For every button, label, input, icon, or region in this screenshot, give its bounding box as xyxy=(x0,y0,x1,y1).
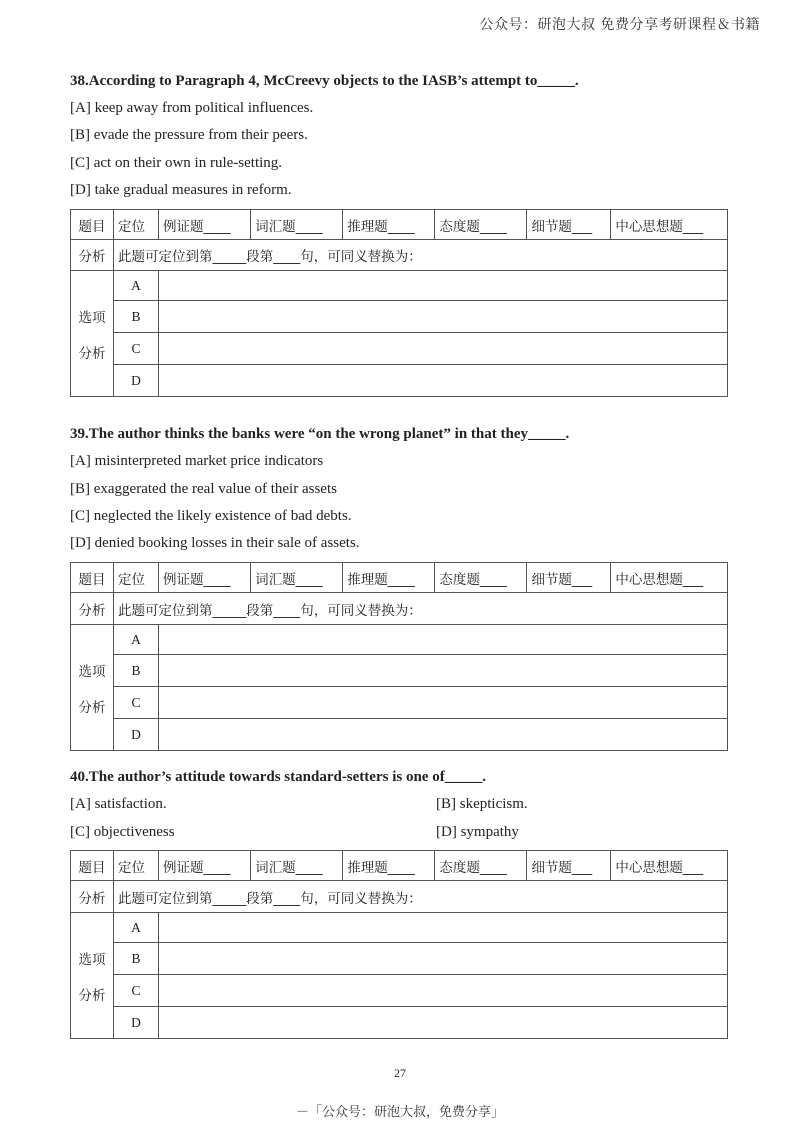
label-option-analysis: 选项 分析 xyxy=(71,913,114,1039)
option-letter-c: C xyxy=(114,975,159,1007)
option-letter-a: A xyxy=(114,625,159,655)
label-option-analysis: 选项 分析 xyxy=(71,625,114,751)
option-d-answer-field[interactable] xyxy=(159,719,728,751)
label-analysis: 分析 xyxy=(71,593,114,625)
category-locate: 定位 xyxy=(114,563,159,593)
category-vocab: 词汇题____ xyxy=(251,563,343,593)
question-39-option-a: [A] misinterpreted market price indicators xyxy=(70,453,324,469)
category-detail: 细节题___ xyxy=(527,851,611,881)
footer-note: －「公众号：研泡大叔，免费分享」 xyxy=(295,1105,504,1120)
label-option-analysis: 选项 分析 xyxy=(71,271,114,397)
page-number: 27 xyxy=(394,1066,406,1080)
category-vocab: 词汇题____ xyxy=(251,851,343,881)
option-a-answer-field[interactable] xyxy=(159,271,728,301)
option-letter-b: B xyxy=(114,943,159,975)
question-40-title: 40.The author’s attitude towards standard-setters is one of_____. xyxy=(70,769,486,785)
option-letter-c: C xyxy=(114,687,159,719)
analysis-table-38 xyxy=(70,209,728,397)
question-40-option-a: [A] satisfaction. xyxy=(70,796,167,812)
question-40-option-c: [C] objectiveness xyxy=(70,824,175,840)
option-letter-b: B xyxy=(114,655,159,687)
header-banner: 公众号：研泡大叔 免费分享考研课程＆书籍 xyxy=(479,17,760,33)
analysis-table-40 xyxy=(70,850,728,1039)
locate-prompt: 此题可定位到第_____段第____句，可同义替换为： xyxy=(114,240,728,271)
category-locate: 定位 xyxy=(114,851,159,881)
analysis-table-39 xyxy=(70,562,728,751)
option-c-answer-field[interactable] xyxy=(159,333,728,365)
label-topic: 题目 xyxy=(71,563,114,593)
category-example: 例证题____ xyxy=(159,563,251,593)
category-inference: 推理题____ xyxy=(343,563,435,593)
option-letter-c: C xyxy=(114,333,159,365)
option-letter-b: B xyxy=(114,301,159,333)
question-39-title: 39.The author thinks the banks were “on the wrong planet” in that they_____. xyxy=(70,426,570,442)
locate-prompt: 此题可定位到第_____段第____句，可同义替换为： xyxy=(114,881,728,913)
label-analysis: 分析 xyxy=(71,240,114,271)
category-attitude: 态度题____ xyxy=(435,210,527,240)
label-topic: 题目 xyxy=(71,210,114,240)
question-39-option-d: [D] denied booking losses in their sale of assets. xyxy=(70,535,360,551)
label-topic: 题目 xyxy=(71,851,114,881)
option-letter-d: D xyxy=(114,1007,159,1039)
question-39-option-c: [C] neglected the likely existence of bad debts. xyxy=(70,508,352,524)
question-39-option-b: [B] exaggerated the real value of their assets xyxy=(70,481,337,497)
question-40-option-d: [D] sympathy xyxy=(436,824,519,840)
label-analysis: 分析 xyxy=(71,881,114,913)
category-main-idea: 中心思想题___ xyxy=(611,851,728,881)
category-detail: 细节题___ xyxy=(527,210,611,240)
option-letter-d: D xyxy=(114,365,159,397)
category-detail: 细节题___ xyxy=(527,563,611,593)
option-d-answer-field[interactable] xyxy=(159,365,728,397)
category-main-idea: 中心思想题___ xyxy=(611,210,728,240)
option-c-answer-field[interactable] xyxy=(159,687,728,719)
option-b-answer-field[interactable] xyxy=(159,943,728,975)
category-attitude: 态度题____ xyxy=(435,851,527,881)
option-d-answer-field[interactable] xyxy=(159,1007,728,1039)
option-a-answer-field[interactable] xyxy=(159,625,728,655)
option-a-answer-field[interactable] xyxy=(159,913,728,943)
question-40-option-b: [B] skepticism. xyxy=(436,796,528,812)
question-38-option-c: [C] act on their own in rule-setting. xyxy=(70,155,283,171)
category-example: 例证题____ xyxy=(159,210,251,240)
category-vocab: 词汇题____ xyxy=(251,210,343,240)
question-38-option-d: [D] take gradual measures in reform. xyxy=(70,182,292,198)
option-b-answer-field[interactable] xyxy=(159,301,728,333)
category-inference: 推理题____ xyxy=(343,210,435,240)
category-main-idea: 中心思想题___ xyxy=(611,563,728,593)
option-b-answer-field[interactable] xyxy=(159,655,728,687)
question-38-option-a: [A] keep away from political influences. xyxy=(70,100,314,116)
option-letter-a: A xyxy=(114,271,159,301)
option-letter-d: D xyxy=(114,719,159,751)
question-38-title: 38.According to Paragraph 4, McCreevy objects to the IASB’s attempt to_____. xyxy=(70,73,579,89)
question-38-option-b: [B] evade the pressure from their peers. xyxy=(70,127,308,143)
category-example: 例证题____ xyxy=(159,851,251,881)
category-attitude: 态度题____ xyxy=(435,563,527,593)
category-inference: 推理题____ xyxy=(343,851,435,881)
category-locate: 定位 xyxy=(114,210,159,240)
option-c-answer-field[interactable] xyxy=(159,975,728,1007)
option-letter-a: A xyxy=(114,913,159,943)
locate-prompt: 此题可定位到第_____段第____句，可同义替换为： xyxy=(114,593,728,625)
